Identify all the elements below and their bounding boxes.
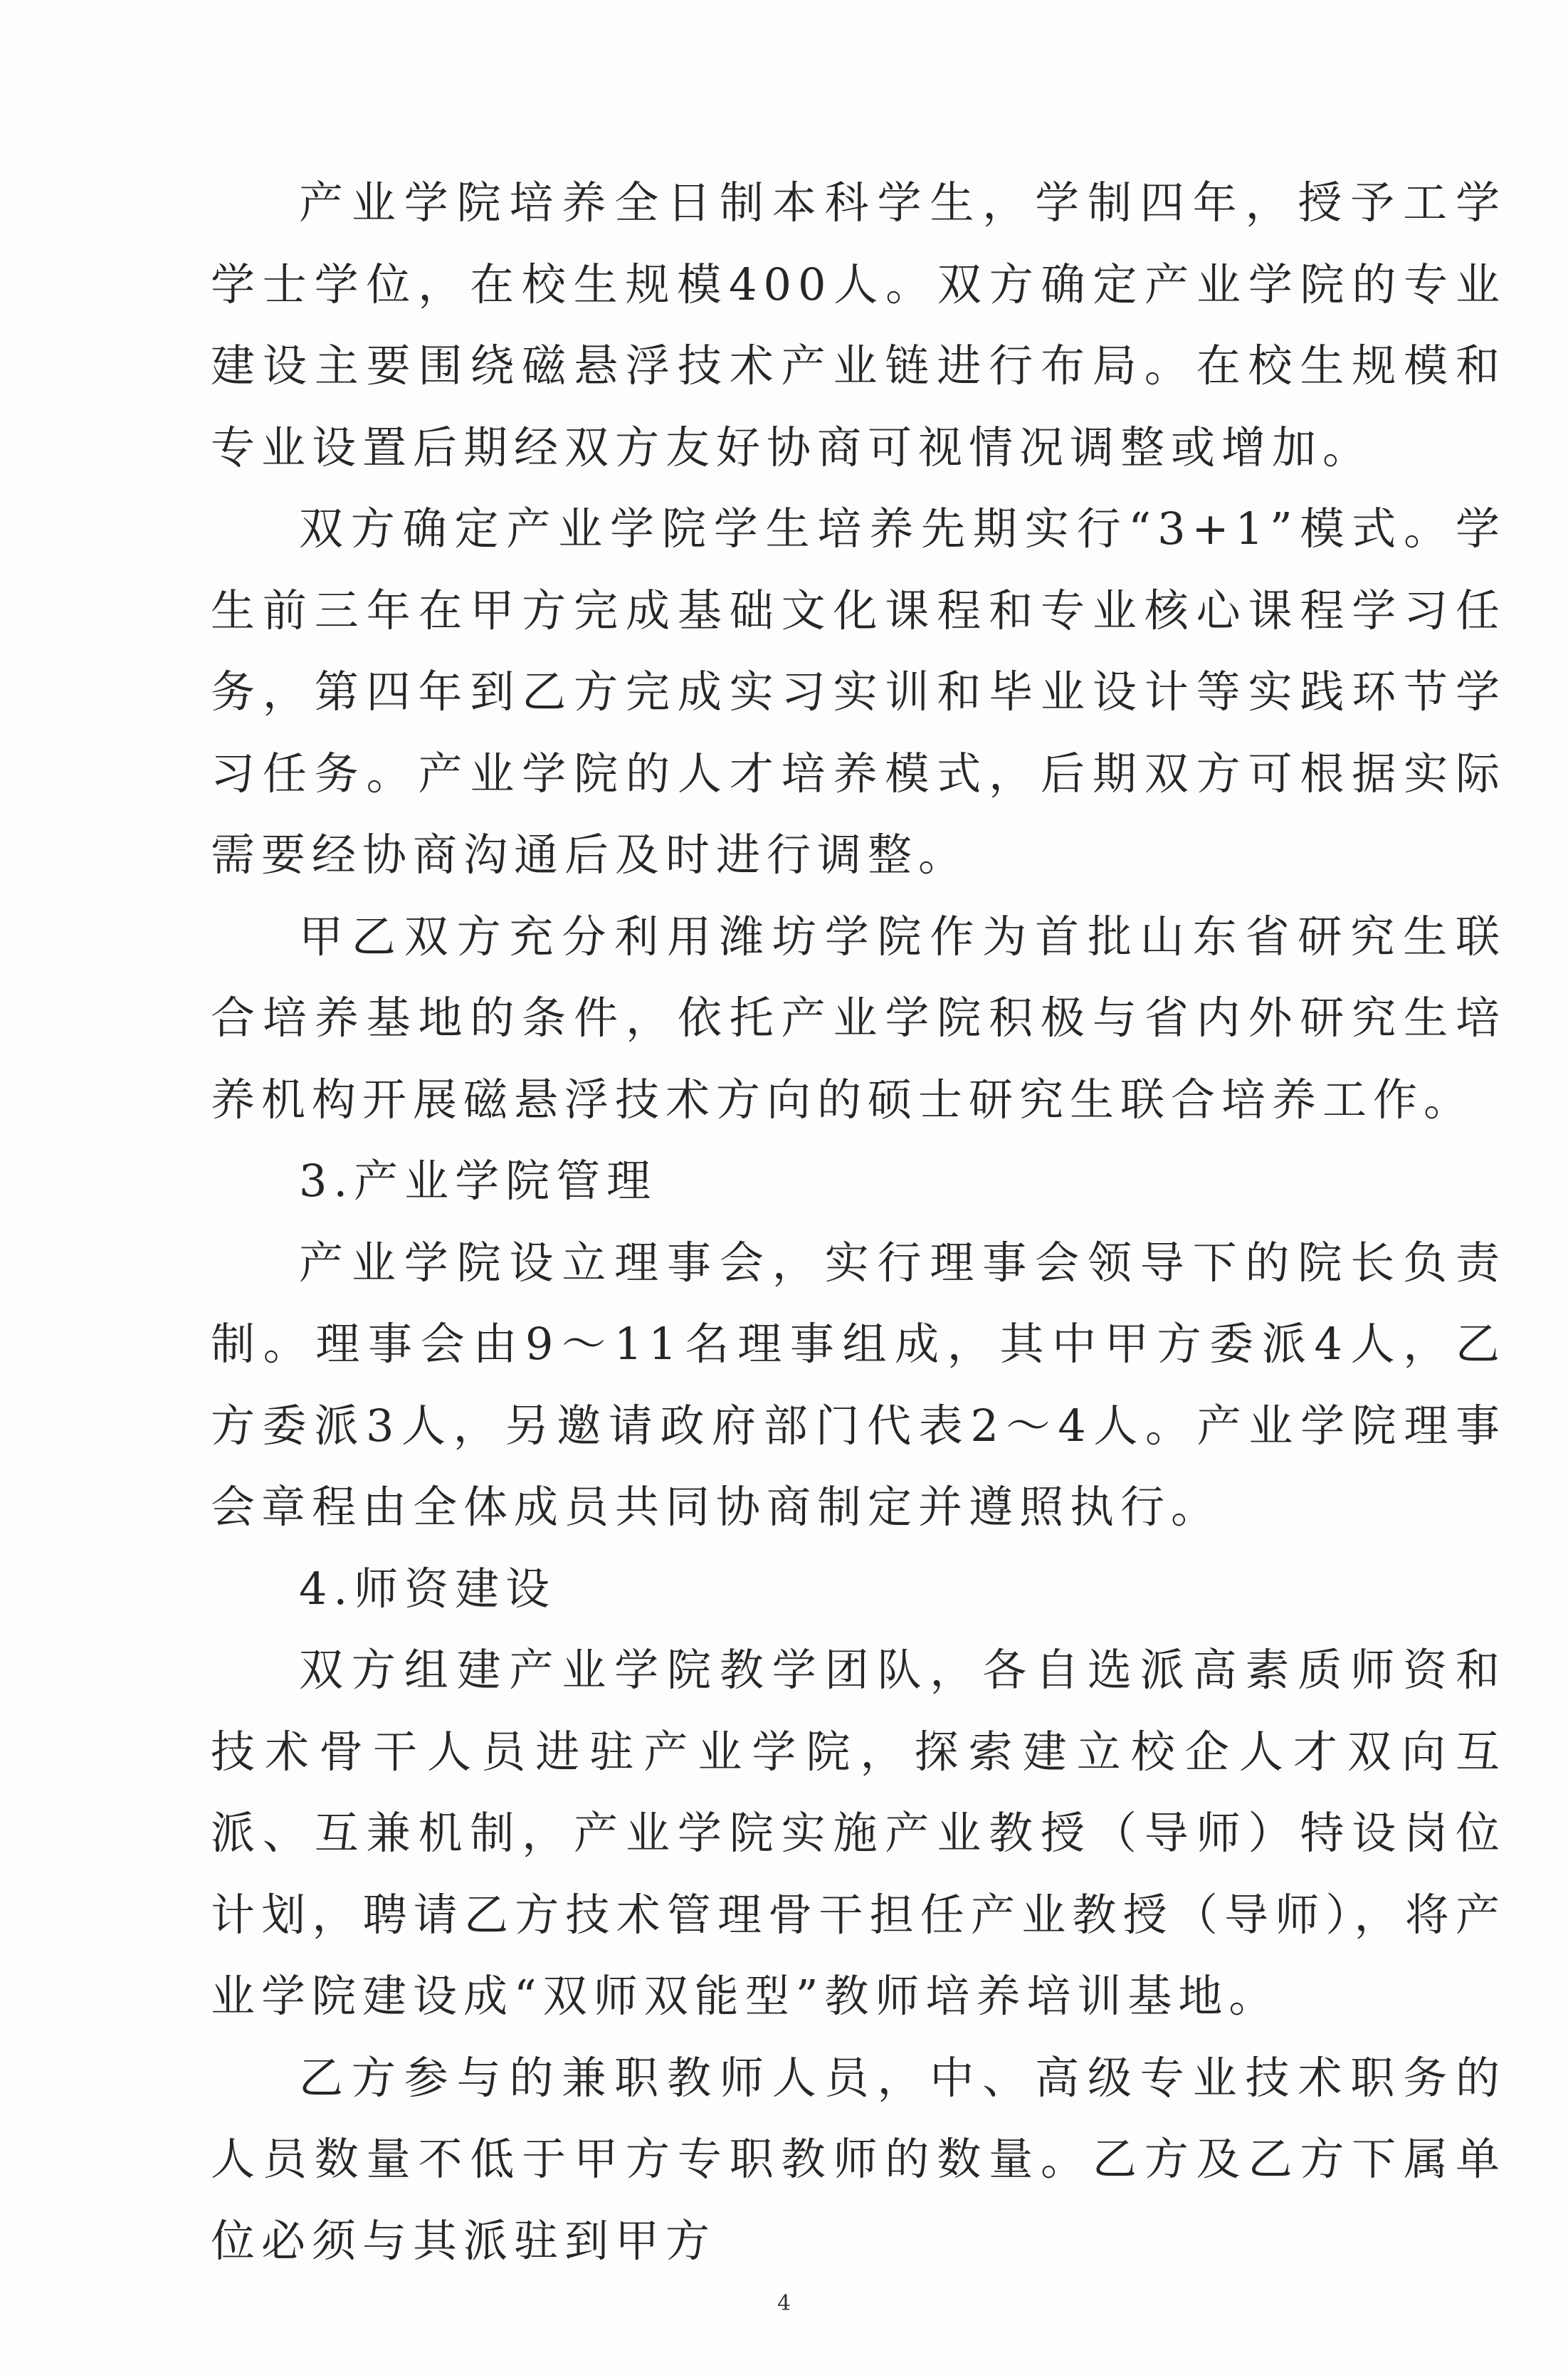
document-body (211, 162, 1506, 2282)
paragraph-graduate-training: 甲乙双方充分利用潍坊学院作为首批山东省研究生联合培养基地的条件，依托产业学院积极与省内外研究生培养机构开展磁悬浮技术方向的硕士研究生联合培养工作。 (211, 910, 1506, 1126)
section-heading-faculty: 4.师资建设 (299, 1562, 557, 1615)
paragraph-enrollment: 产业学院培养全日制本科学生，学制四年，授予工学学士学位，在校生规模400人。双方确定产业学院的专业建设主要围绕磁悬浮技术产业链进行布局。在校生规模和专业设置后期经双方友好协商可视情况调整或增加。 (211, 177, 1506, 473)
paragraph-teaching-team: 双方组建产业学院教学团队，各自选派高素质师资和技术骨干人员进驻产业学院，探索建立校企人才双向互派、互兼机制，产业学院实施产业教授（导师）特设岗位计划，聘请乙方技术管理骨干担任产业教授（导师），将产业学院建设成“双师双能型”教师培养培训基地。 (211, 1644, 1506, 2022)
paragraph-training-model: 双方确定产业学院学生培养先期实行“3+1”模式。学生前三年在甲方完成基础文化课程和专业核心课程学习任务，第四年到乙方完成实习实训和毕业设计等实践环节学习任务。产业学院的人才培养模式，后期双方可根据实际需要经协商沟通后及时进行调整。 (211, 503, 1506, 881)
section-heading-management: 3.产业学院管理 (299, 1155, 658, 1207)
paragraph-council: 产业学院设立理事会，实行理事会领导下的院长负责制。理事会由9～11名理事组成，其中甲方委派4人，乙方委派3人，另邀请政府部门代表2～4人。产业学院理事会章程由全体成员共同协商制定并遵照执行。 (211, 1236, 1506, 1533)
page-number: 4 (777, 2291, 791, 2316)
paragraph-part-time-teachers: 乙方参与的兼职教师人员，中、高级专业技术职务的人员数量不低于甲方专职教师的数量。乙方及乙方下属单位必须与其派驻到甲方 (211, 2051, 1506, 2267)
